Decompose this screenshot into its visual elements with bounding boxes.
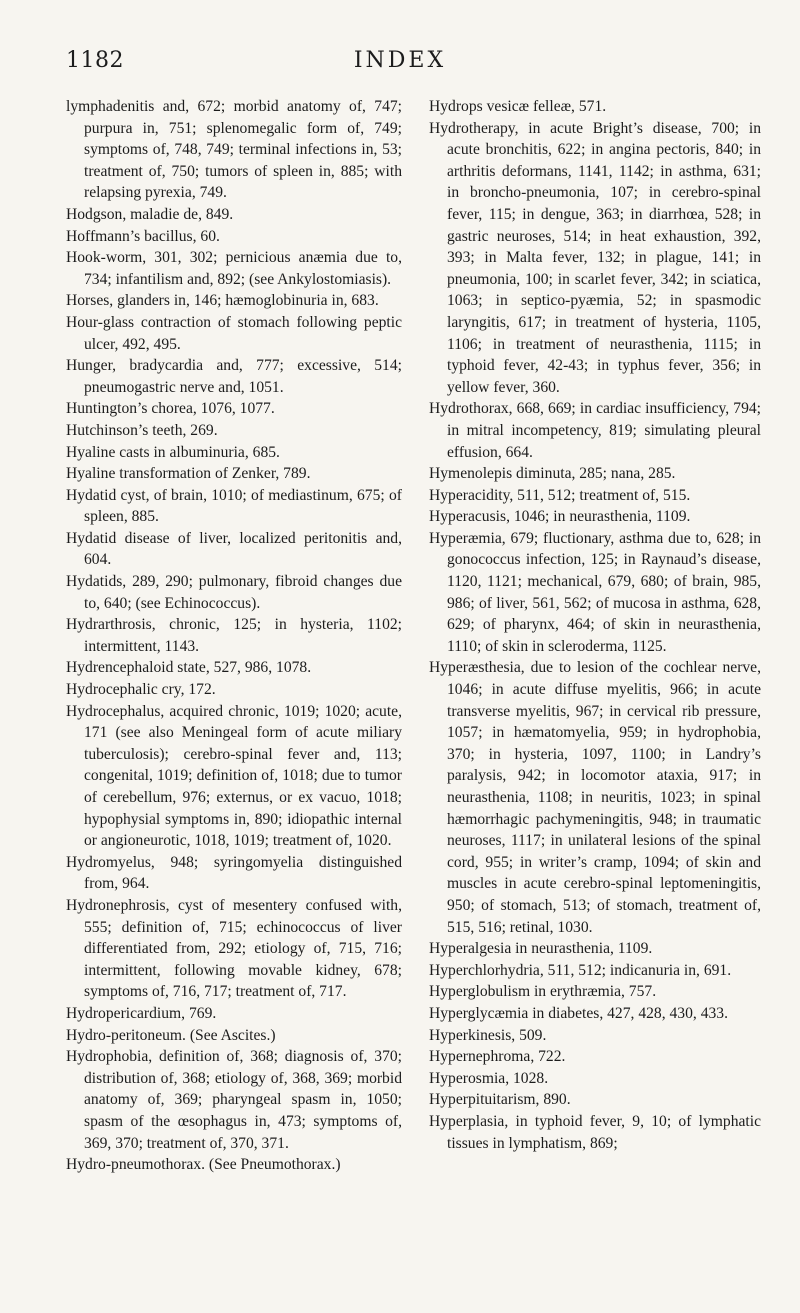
index-entry: Hydro-peritoneum. (See Ascites.) [66, 1026, 276, 1044]
index-entry: Hydatid disease of liver, localized peritonitis and, 604. [66, 529, 402, 569]
index-entry: Hymenolepis diminuta, 285; nana, 285. [429, 465, 676, 483]
index-entry: Hyperglycæmia in diabetes, 427, 428, 430, 433. [429, 1004, 728, 1022]
index-entry: Hook-worm, 301, 302; pernicious anæmia due to, 734; infantilism and, 892; (see Ankylostomiasis). [66, 249, 402, 288]
index-entry: Hydrencephaloid state, 527, 986, 1078. [66, 659, 312, 677]
index-entry: Hutchinson’s teeth, 269. [66, 421, 218, 439]
index-entry: Hydrarthrosis, chronic, 125; in hysteria, 1102; intermittent, 1143. [66, 616, 402, 655]
running-head-title: INDEX [353, 48, 447, 73]
index-entry: Hydrotherapy, in acute Bright’s disease, 700; in acute bronchitis, 622; in angina pectoris, 840; in arthritis deformans, 1141, 1142; in asthma, 631; in broncho-pneumonia, 107; in cerebro-spinal fever, 115; in dengue, 363; in diarrhœa, 528; in gastric neuroses, 514; in heat exhaustion, 392, 393; in Malta fever, 132; in plague, 141; in pneumonia, 100; in scarlet fever, 342; in sciatica, 1063; in septico-pyæmia, 52; in spasmodic laryngitis, 617; in treatment of hysteria, 1105, 1106; in treatment of neurasthenia, 1115; in typhoid fever, 42-43; in typhus fever, 356; in yellow fever, 360. [429, 119, 761, 396]
index-entry: Hyaline casts in albuminuria, 685. [66, 443, 280, 461]
page-number: 1182 [66, 48, 124, 73]
index-entry: Hyperæmia, 679; fluctionary, asthma due to, 628; in gonococcus infection, 125; in Raynaud’s disease, 1120, 1121; mechanical, 679, 680; of brain, 985, 986; of liver, 561, 562; of mucosa in asthma, 628, 629; of pharynx, 464; of skin in neurasthenia, 1110; of skin in scleroderma, 1125. [429, 529, 761, 655]
index-entry: Hyperacidity, 511, 512; treatment of, 515. [429, 486, 691, 504]
index-entry: Hypernephroma, 722. [429, 1048, 566, 1066]
index-entry: Hyperalgesia in neurasthenia, 1109. [429, 940, 653, 958]
index-entry: Hydropericardium, 769. [66, 1004, 217, 1022]
index-entry: Hydatid cyst, of brain, 1010; of mediastinum, 675; of spleen, 885. [66, 486, 402, 526]
index-entry: Hyperacusis, 1046; in neurasthenia, 1109. [429, 508, 691, 526]
index-entry: Hyperosmia, 1028. [429, 1069, 549, 1087]
index-entry: Hour-glass contraction of stomach following peptic ulcer, 492, 495. [66, 313, 402, 353]
index-entry: Hydrocephalic cry, 172. [66, 681, 216, 699]
index-entry: Horses, glanders in, 146; hæmoglobinuria in, 683. [66, 292, 379, 310]
index-columns [66, 96, 761, 1296]
index-entry: Hyperchlorhydria, 511, 512; indicanuria in, 691. [429, 961, 732, 979]
index-entry: Hoffmann’s bacillus, 60. [66, 227, 220, 245]
page-header [66, 48, 734, 88]
index-entry: lymphadenitis and, 672; morbid anatomy of, 747; purpura in, 751; splenomegalic form of, 749; symptoms of, 748, 749; terminal infections in, 53; treatment of, 750; tumors of spleen in, 885; with relapsing pyrexia, 749. [66, 98, 402, 202]
index-entry: Hodgson, maladie de, 849. [66, 205, 234, 223]
index-entry: Hydrophobia, definition of, 368; diagnosis of, 370; distribution of, 368; etiology of, 368, 369; morbid anatomy of, 369; pharyngeal spasm in, 1050; spasm of the œsophagus in, 473; symptoms of, 369, 370; treatment of, 370, 371. [66, 1048, 402, 1152]
index-entry: Hydrops vesicæ felleæ, 571. [429, 98, 607, 115]
index-entry: Hyperpituitarism, 890. [429, 1091, 571, 1109]
index-entry: Hydrothorax, 668, 669; in cardiac insufficiency, 794; in mitral incompetency, 819; simulating pleural effusion, 664. [429, 400, 761, 461]
index-entry: Hyperkinesis, 509. [429, 1026, 547, 1044]
index-entry: Hydromyelus, 948; syringomyelia distinguished from, 964. [66, 853, 402, 893]
index-entry: Hyperplasia, in typhoid fever, 9, 10; of lymphatic tissues in lymphatism, 869; [429, 1112, 761, 1152]
index-entry: Huntington’s chorea, 1076, 1077. [66, 400, 275, 418]
index-entry: Hunger, bradycardia and, 777; excessive, 514; pneumogastric nerve and, 1051. [66, 357, 402, 396]
index-entry: Hydatids, 289, 290; pulmonary, fibroid changes due to, 640; (see Echinococcus). [66, 573, 402, 612]
index-entry: Hyperæsthesia, due to lesion of the cochlear nerve, 1046; in acute diffuse myelitis, 966; in acute transverse myelitis, 967; in cervical rib pressure, 1057; in hæmatomyelia, 959; in hydrophobia, 370; in hysteria, 1097, 1100; in Landry’s paralysis, 942; in locomotor ataxia, 917; in neurasthenia, 1108; in neuritis, 1023; in spinal hæmorrhagic pachymeningitis, 948; in traumatic neuroses, 1117; in unilateral lesions of the spinal cord, 955; in writer’s cramp, 1094; of skin and muscles in acute cerebro-spinal leptomeningitis, 950; of stomach, 513; of stomach, treatment of, 515, 516; retinal, 1030. [429, 659, 761, 936]
index-entry: Hydro-pneumothorax. (See Pneumothorax.) [66, 1156, 341, 1174]
index-entry: Hydrocephalus, acquired chronic, 1019; 1020; acute, 171 (see also Meningeal form of acute miliary tuberculosis); cerebro-spinal fever and, 113; congenital, 1019; definition of, 1018; due to tumor of cerebellum, 976; externus, or ex vacuo, 1018; hypophysial symptoms in, 890; idiopathic internal or angioneurotic, 1018, 1019; treatment of, 1020. [66, 702, 402, 850]
left-column [66, 96, 402, 1176]
index-entry: Hydronephrosis, cyst of mesentery confused with, 555; definition of, 715; echinococcus of liver differentiated from, 292; etiology of, 715, 716; intermittent, following movable kidney, 678; symptoms of, 716, 717; treatment of, 717. [66, 896, 402, 1001]
index-entry: Hyperglobulism in erythræmia, 757. [429, 983, 657, 1001]
right-column [429, 96, 761, 1154]
index-entry: Hyaline transformation of Zenker, 789. [66, 465, 311, 483]
